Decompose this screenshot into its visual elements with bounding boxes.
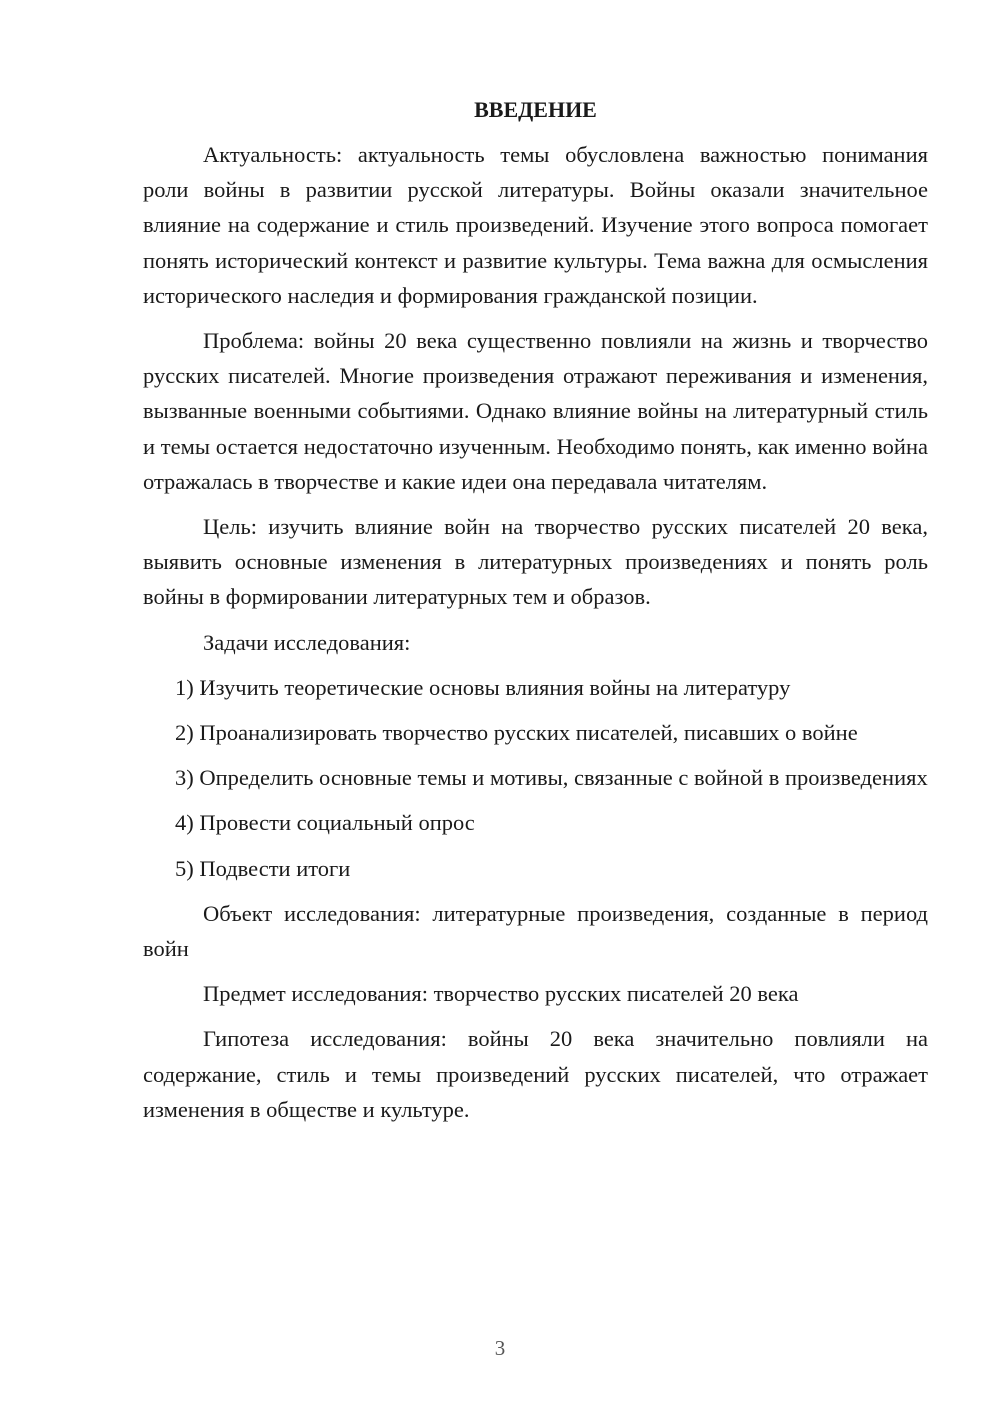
relevance-paragraph: Актуальность: актуальность темы обусловлена важностью понимания роли войны в развитии русской литературы. Войны оказали значительное влияние на содержание и стиль произведений. Изучение этого вопроса помогает понять исторический контекст и развитие культуры. Тема важна для осмысления исторического наследия и формирования гражданской позиции. (143, 142, 928, 308)
task-item: 1) Изучить теоретические основы влияния войны на литературу (175, 674, 791, 700)
task-item: 5) Подвести итоги (175, 855, 351, 881)
subject-paragraph: Предмет исследования: творчество русских писателей 20 века (203, 981, 799, 1007)
tasks-heading: Задачи исследования: (203, 629, 411, 655)
object-paragraph: Объект исследования: литературные произведения, созданные в период войн (143, 900, 928, 962)
hypothesis-paragraph: Гипотеза исследования: войны 20 века значительно повлияли на содержание, стиль и темы произведений русских писателей, что отражает изменения в обществе и культуре. (143, 1026, 928, 1122)
problem-paragraph: Проблема: войны 20 века существенно повлияли на жизнь и творчество русских писателей. Многие произведения отражают переживания и изменения, вызванные военными событиями. Однако влияние войны на литературный стиль и темы остается недостаточно изученным. Необходимо понять, как именно война отражалась в творчестве и какие идеи она передавала читателям. (143, 328, 928, 494)
task-item: 4) Провести социальный опрос (175, 810, 475, 836)
section-title: ВВЕДЕНИЕ (474, 97, 597, 122)
page-number: 3 (494, 1336, 506, 1360)
document-page (143, 92, 928, 1127)
task-item: 2) Проанализировать творчество русских писателей, писавших о войне (175, 720, 858, 746)
task-item: 3) Определить основные темы и мотивы, связанные с войной в произведениях (175, 765, 928, 791)
goal-paragraph: Цель: изучить влияние войн на творчество русских писателей 20 века, выявить основные изменения в литературных произведениях и понять роль войны в формировании литературных тем и образов. (143, 514, 928, 610)
